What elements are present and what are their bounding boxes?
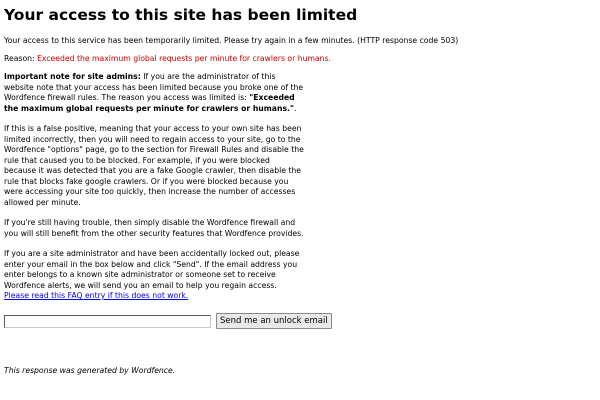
reason-value: Exceeded the maximum global requests per minute for crawlers or humans. bbox=[37, 53, 331, 63]
footer-note: This response was generated by Wordfence. bbox=[4, 366, 176, 375]
locked-out-text: If you are a site administrator and have been accidentally locked out, please enter your email in the box below and click "Send". If the email address you enter belongs to a known site administrator or someone set to receive Wordfence alerts, we will send you an email to help you regain access. bbox=[4, 249, 300, 290]
locked-out-paragraph bbox=[4, 249, 304, 302]
admin-note-end: . bbox=[293, 103, 297, 113]
unlock-form bbox=[4, 313, 332, 329]
admin-note bbox=[4, 72, 304, 114]
false-positive-paragraph: If this is a false positive, meaning that your access to your own site has been limited incorrectly, then you will need to regain access to your site, go to the Wordfence "options" page, go to the section for Firewall Rules and disable the rule that caused you to be blocked. For example, if you were blocked because it was detected that you are a fake Google crawler, then disable the rule that blocks fake google crawlers. Or if you were blocked because you were accessing your site too quickly, then increase the number of accesses allowed per minute. bbox=[4, 124, 304, 207]
trouble-paragraph: If you're still having trouble, then simply disable the Wordfence firewall and you will still benefit from the other security features that Wordfence provides. bbox=[4, 218, 304, 238]
reason-label: Reason: bbox=[4, 53, 35, 63]
faq-link[interactable]: Please read this FAQ entry if this does not work. bbox=[4, 291, 189, 300]
admin-note-heading: Important note for site admins: bbox=[4, 72, 141, 81]
admin-note-quoted-reason: "Exceeded the maximum global requests per minute for crawlers or humans." bbox=[4, 93, 295, 113]
send-unlock-email-button[interactable]: Send me an unlock email bbox=[216, 313, 332, 329]
admin-note-body: If you are the administrator of this website note that your access has been limited because you broke one of the Wordfence firewall rules. The reason you access was limited is: bbox=[4, 72, 304, 102]
content bbox=[4, 36, 459, 302]
email-input[interactable] bbox=[4, 315, 211, 328]
access-notice: Your access to this service has been temporarily limited. Please try again in a few minutes. (HTTP response code 503) bbox=[4, 36, 459, 45]
page-title: Your access to this site has been limited bbox=[4, 6, 358, 24]
reason-line bbox=[4, 53, 331, 65]
